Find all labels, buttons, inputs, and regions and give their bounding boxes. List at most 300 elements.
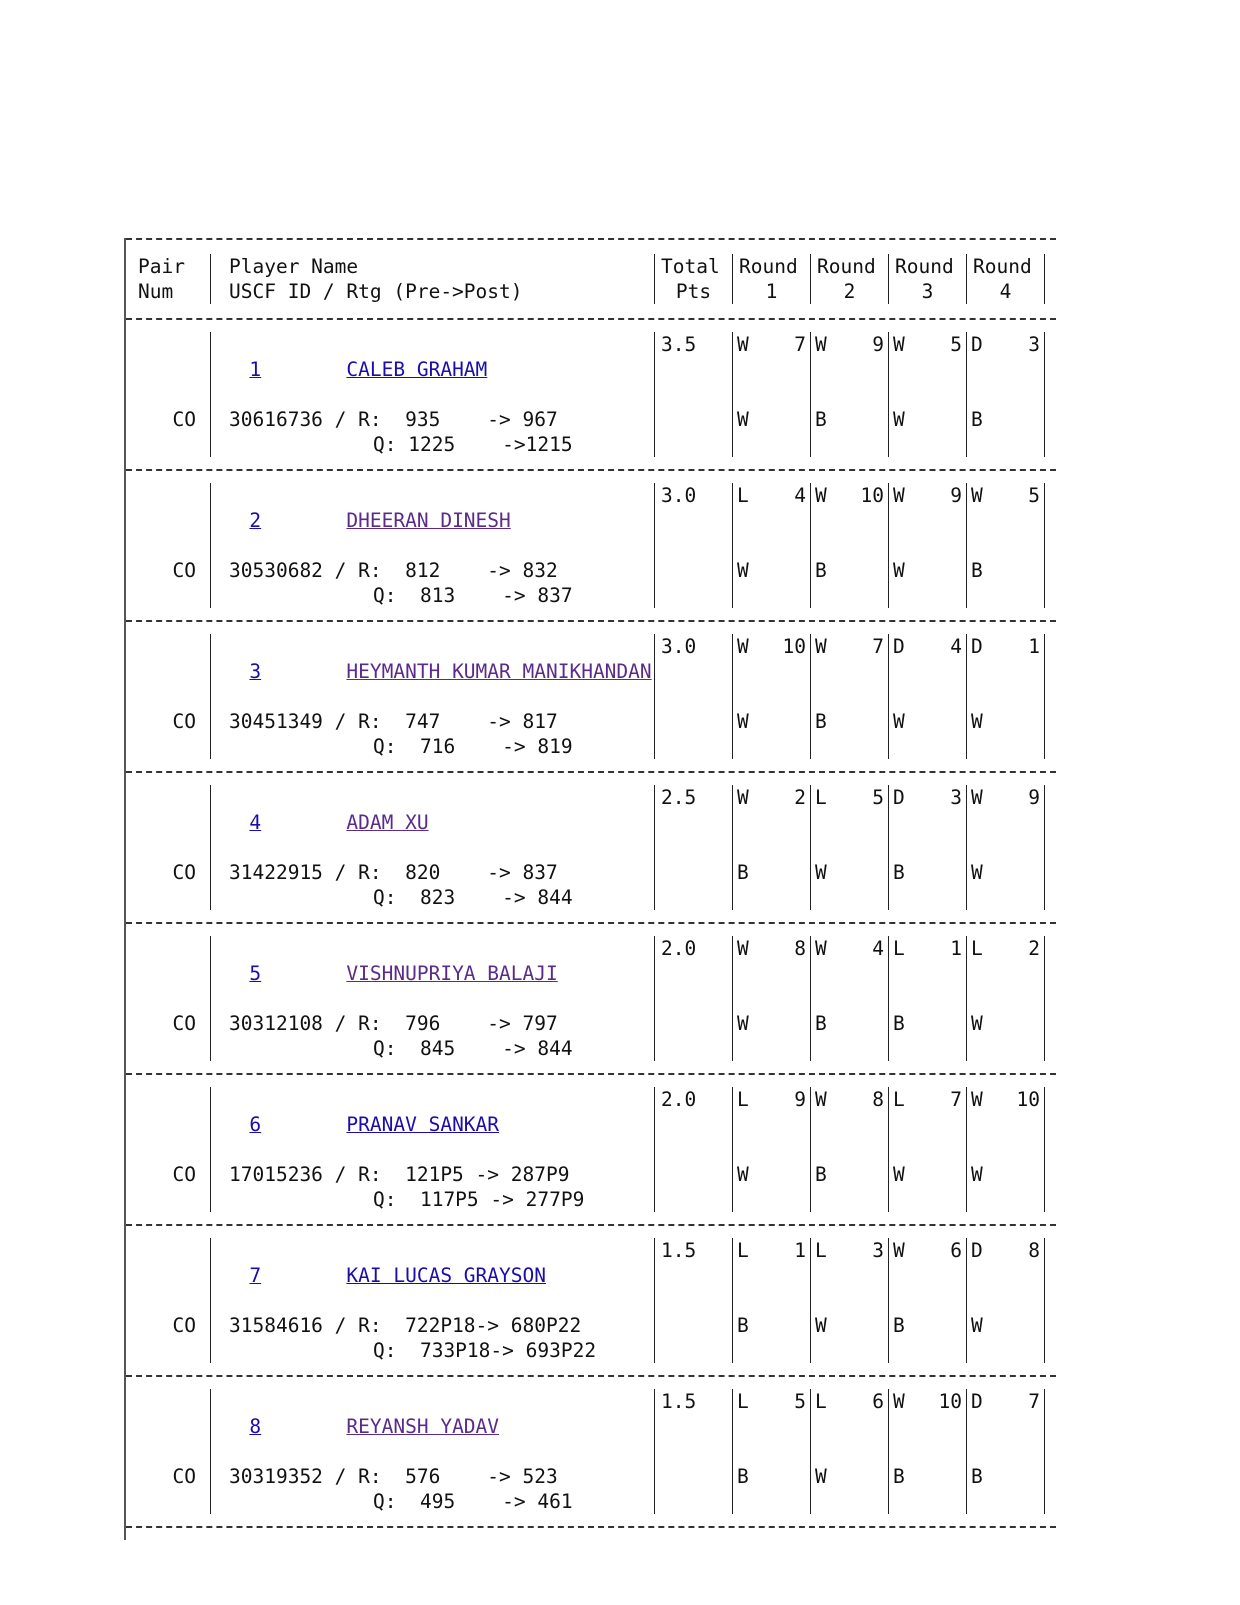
round-opponent: 1 [1028,635,1040,658]
pair-number-link[interactable]: 7 [249,1264,262,1287]
round-color: B [737,861,749,884]
player-state: CO [126,709,211,734]
round-opponent: 6 [872,1390,884,1413]
round-color: W [971,710,983,733]
round-4-result-cell [967,634,1045,709]
uscf-rating-line: 30319352 / R: 576 -> 523 [211,1464,655,1489]
round-color: W [971,861,983,884]
total-points: 2.5 [655,785,733,860]
round-4-result-cell [967,1238,1045,1313]
quick-rating-text: Q: 733P18-> 693P22 [373,1339,597,1362]
pair-number-link[interactable]: 8 [249,1415,262,1438]
player-rows [126,320,1056,1528]
empty-cell [967,1338,1045,1363]
round-3-color-cell [889,1162,967,1187]
round-3-result-cell [889,1087,967,1162]
round-3-result-cell [889,634,967,709]
player-name-cell[interactable] [211,936,655,1011]
empty-cell [733,432,811,457]
player-row [126,1377,1056,1526]
empty-cell [811,885,889,910]
empty-cell [126,1338,211,1363]
quick-rating-line [211,1187,655,1212]
pair-number-cell[interactable] [126,634,262,709]
round-1-color-cell [733,860,811,885]
empty-cell [733,1036,811,1061]
round-opponent: 2 [794,786,806,809]
round-opponent: 9 [872,333,884,356]
player-state: CO [126,558,211,583]
empty-cell [655,1464,733,1489]
quick-rating-text: Q: 716 -> 819 [373,735,573,758]
empty-cell [811,1489,889,1514]
player-state: CO [126,860,211,885]
uscf-rating-line: 30312108 / R: 796 -> 797 [211,1011,655,1036]
round-3-result-cell [889,483,967,558]
empty-cell [655,1338,733,1363]
round-1-color-cell [733,407,811,432]
empty-cell [655,860,733,885]
empty-cell [967,1187,1045,1212]
round-3-result-cell [889,1238,967,1313]
round-color: W [815,861,827,884]
round-opponent: 1 [950,937,962,960]
round-opponent: 3 [950,786,962,809]
pair-number-link[interactable]: 2 [249,509,262,532]
player-row [126,622,1056,771]
pair-number-cell[interactable] [126,332,262,407]
player-name-link[interactable]: VISHNUPRIYA BALAJI [346,962,558,985]
empty-cell [126,885,211,910]
empty-cell [655,1489,733,1514]
round-opponent: 6 [950,1239,962,1262]
round-opponent: 1 [794,1239,806,1262]
round-opponent: 2 [1028,937,1040,960]
player-name-cell[interactable] [211,332,655,407]
round-2-result-cell [811,1389,889,1464]
round-opponent: 5 [950,333,962,356]
round-2-color-cell [811,1464,889,1489]
quick-rating-text: Q: 823 -> 844 [373,886,573,909]
round-4-result-cell [967,1087,1045,1162]
empty-cell [733,1187,811,1212]
header-round-1-label: Round [733,254,811,279]
header-round-3-label: Round [889,254,967,279]
round-3-result-cell [889,936,967,1011]
round-opponent: 5 [872,786,884,809]
round-opponent: 10 [782,635,806,658]
round-color: B [971,1465,983,1488]
round-2-color-cell [811,1313,889,1338]
header-pair-label: Pair [126,254,211,279]
empty-cell [655,734,733,759]
round-4-color-cell [967,709,1045,734]
round-opponent: 7 [794,333,806,356]
quick-rating-text: Q: 1225 ->1215 [373,433,573,456]
table-header [126,240,1056,318]
round-color: B [893,1314,905,1337]
round-result: W [815,937,827,960]
pair-number-cell[interactable] [126,1238,262,1313]
total-points: 1.5 [655,1389,733,1464]
header-total-label: Total [655,254,733,279]
empty-cell [889,1489,967,1514]
player-state: CO [126,1162,211,1187]
round-2-color-cell [811,1162,889,1187]
quick-rating-line [211,885,655,910]
round-result: L [737,1390,749,1413]
round-1-result-cell [733,1238,811,1313]
empty-cell [733,885,811,910]
player-name-cell[interactable] [211,634,655,709]
round-4-color-cell [967,407,1045,432]
uscf-rating-line: 30616736 / R: 935 -> 967 [211,407,655,432]
total-points: 3.0 [655,634,733,709]
empty-cell [967,583,1045,608]
player-name-cell[interactable] [211,1389,655,1464]
round-3-color-cell [889,860,967,885]
total-points: 2.0 [655,1087,733,1162]
quick-rating-text: Q: 117P5 -> 277P9 [373,1188,585,1211]
round-result: W [893,333,905,356]
round-result: L [893,1088,905,1111]
round-color: B [815,408,827,431]
round-opponent: 8 [1028,1239,1040,1262]
crosstable [124,238,1056,1540]
header-player-label: Player Name [211,254,655,279]
empty-cell [889,734,967,759]
round-result: L [815,1390,827,1413]
empty-cell [126,583,211,608]
round-opponent: 3 [872,1239,884,1262]
player-name-link[interactable]: CALEB GRAHAM [346,358,488,381]
round-4-color-cell [967,860,1045,885]
round-result: W [737,635,749,658]
empty-cell [811,583,889,608]
round-result: W [737,937,749,960]
round-2-result-cell [811,634,889,709]
quick-rating-line [211,734,655,759]
round-color: W [893,408,905,431]
round-color: W [971,1314,983,1337]
round-color: B [893,1465,905,1488]
round-4-result-cell [967,1389,1045,1464]
round-1-result-cell [733,332,811,407]
round-color: B [893,861,905,884]
empty-cell [655,1036,733,1061]
uscf-rating-line: 31422915 / R: 820 -> 837 [211,860,655,885]
player-row [126,471,1056,620]
player-name-cell[interactable] [211,785,655,860]
player-name-link[interactable]: PRANAV SANKAR [346,1113,500,1136]
round-4-result-cell [967,332,1045,407]
total-points: 1.5 [655,1238,733,1313]
header-uscf-label: USCF ID / Rtg (Pre->Post) [211,279,655,304]
header-round-1-number: 1 [733,279,811,304]
round-result: D [893,635,905,658]
empty-cell [811,1036,889,1061]
divider [126,1526,1056,1528]
round-1-result-cell [733,483,811,558]
round-opponent: 8 [794,937,806,960]
round-color: B [737,1465,749,1488]
round-result: W [815,333,827,356]
round-result: L [737,484,749,507]
player-row [126,924,1056,1073]
total-points: 2.0 [655,936,733,1011]
empty-cell [655,885,733,910]
player-name-link[interactable]: DHEERAN DINESH [346,509,511,532]
pair-number-link[interactable]: 4 [249,811,262,834]
round-opponent: 9 [950,484,962,507]
round-1-color-cell [733,1313,811,1338]
empty-cell [126,1489,211,1514]
empty-cell [655,432,733,457]
round-result: D [971,635,983,658]
player-name-link[interactable]: KAI LUCAS GRAYSON [346,1264,546,1287]
uscf-rating-line: 31584616 / R: 722P18-> 680P22 [211,1313,655,1338]
pair-number-link[interactable]: 5 [249,962,262,985]
round-opponent: 7 [872,635,884,658]
round-result: W [971,1088,983,1111]
quick-rating-text: Q: 845 -> 844 [373,1037,573,1060]
round-1-color-cell [733,1162,811,1187]
round-1-color-cell [733,1464,811,1489]
uscf-rating-line: 17015236 / R: 121P5 -> 287P9 [211,1162,655,1187]
round-result: W [893,484,905,507]
round-3-color-cell [889,558,967,583]
player-name-cell[interactable] [211,483,655,558]
round-color: B [815,1012,827,1035]
empty-cell [967,734,1045,759]
empty-cell [889,1338,967,1363]
header-pts-label: Pts [655,279,733,304]
player-state: CO [126,1011,211,1036]
round-opponent: 7 [950,1088,962,1111]
header-num-label: Num [126,279,211,304]
quick-rating-line [211,1338,655,1363]
round-opponent: 10 [1016,1088,1040,1111]
round-2-result-cell [811,332,889,407]
round-2-result-cell [811,936,889,1011]
empty-cell [733,734,811,759]
player-state: CO [126,407,211,432]
empty-cell [967,1489,1045,1514]
player-row [126,1075,1056,1224]
round-opponent: 7 [1028,1390,1040,1413]
round-3-color-cell [889,407,967,432]
round-color: B [815,1163,827,1186]
empty-cell [126,734,211,759]
header-round-2-label: Round [811,254,889,279]
round-color: B [971,559,983,582]
pair-number-cell[interactable] [126,1389,262,1464]
empty-cell [889,1036,967,1061]
empty-cell [889,432,967,457]
round-result: L [815,1239,827,1262]
round-opponent: 10 [938,1390,962,1413]
round-1-result-cell [733,1389,811,1464]
player-row [126,1226,1056,1375]
round-opponent: 8 [872,1088,884,1111]
round-1-result-cell [733,1087,811,1162]
round-1-result-cell [733,785,811,860]
empty-cell [733,1489,811,1514]
round-result: W [815,484,827,507]
round-4-color-cell [967,558,1045,583]
round-4-color-cell [967,1011,1045,1036]
uscf-rating-line: 30530682 / R: 812 -> 832 [211,558,655,583]
round-color: W [893,1163,905,1186]
round-result: W [815,1088,827,1111]
round-color: W [893,559,905,582]
player-name-cell[interactable] [211,1238,655,1313]
round-4-color-cell [967,1162,1045,1187]
empty-cell [655,583,733,608]
empty-cell [889,583,967,608]
total-points: 3.5 [655,332,733,407]
player-row [126,773,1056,922]
round-2-color-cell [811,1011,889,1036]
round-color: W [893,710,905,733]
round-result: W [971,786,983,809]
empty-cell [655,1187,733,1212]
round-opponent: 3 [1028,333,1040,356]
pair-number-cell[interactable] [126,1087,262,1162]
round-opponent: 4 [872,937,884,960]
empty-cell [733,583,811,608]
empty-cell [967,885,1045,910]
round-opponent: 10 [860,484,884,507]
round-2-color-cell [811,558,889,583]
empty-cell [655,1313,733,1338]
round-4-color-cell [967,1464,1045,1489]
round-color: W [815,1465,827,1488]
round-result: D [893,786,905,809]
empty-cell [967,432,1045,457]
round-3-color-cell [889,709,967,734]
round-opponent: 4 [794,484,806,507]
quick-rating-text: Q: 495 -> 461 [373,1490,573,1513]
header-round-4-label: Round [967,254,1045,279]
round-2-color-cell [811,709,889,734]
round-color: W [737,408,749,431]
round-2-result-cell [811,785,889,860]
player-name-link[interactable]: ADAM XU [346,811,429,834]
empty-cell [733,1338,811,1363]
round-color: B [737,1314,749,1337]
round-1-result-cell [733,634,811,709]
player-name-link[interactable]: REYANSH YADAV [346,1415,500,1438]
round-result: L [737,1239,749,1262]
round-4-result-cell [967,785,1045,860]
round-color: W [737,1163,749,1186]
round-3-result-cell [889,1389,967,1464]
round-opponent: 5 [794,1390,806,1413]
empty-cell [655,709,733,734]
round-result: D [971,1390,983,1413]
empty-cell [126,432,211,457]
round-1-color-cell [733,558,811,583]
pair-number-link[interactable]: 3 [249,660,262,683]
round-color: B [971,408,983,431]
round-result: W [893,1390,905,1413]
round-color: W [737,710,749,733]
quick-rating-line [211,583,655,608]
player-row [126,320,1056,469]
empty-cell [811,734,889,759]
round-result: D [971,1239,983,1262]
round-3-color-cell [889,1313,967,1338]
pair-number-cell[interactable] [126,785,262,860]
round-color: B [815,559,827,582]
round-color: W [971,1163,983,1186]
round-3-result-cell [889,785,967,860]
round-1-color-cell [733,709,811,734]
empty-cell [655,558,733,583]
round-color: B [893,1012,905,1035]
round-result: L [737,1088,749,1111]
round-opponent: 5 [1028,484,1040,507]
header-round-4-number: 4 [967,279,1045,304]
player-name-link[interactable]: HEYMANTH KUMAR MANIKHANDAN [346,660,652,683]
player-name-cell[interactable] [211,1087,655,1162]
round-1-result-cell [733,936,811,1011]
pair-number-cell[interactable] [126,936,262,1011]
round-color: W [815,1314,827,1337]
header-round-3-number: 3 [889,279,967,304]
round-result: W [815,635,827,658]
uscf-rating-line: 30451349 / R: 747 -> 817 [211,709,655,734]
empty-cell [655,1162,733,1187]
pair-number-link[interactable]: 6 [249,1113,262,1136]
header-round-2-number: 2 [811,279,889,304]
round-3-result-cell [889,332,967,407]
round-2-color-cell [811,407,889,432]
empty-cell [126,1036,211,1061]
round-3-color-cell [889,1464,967,1489]
round-result: L [971,937,983,960]
quick-rating-text: Q: 813 -> 837 [373,584,573,607]
round-opponent: 4 [950,635,962,658]
round-opponent: 9 [794,1088,806,1111]
round-4-result-cell [967,936,1045,1011]
round-2-result-cell [811,1238,889,1313]
round-result: W [971,484,983,507]
round-result: W [893,1239,905,1262]
pair-number-cell[interactable] [126,483,262,558]
round-result: W [737,786,749,809]
round-2-color-cell [811,860,889,885]
empty-cell [889,885,967,910]
round-2-result-cell [811,1087,889,1162]
empty-cell [811,1187,889,1212]
round-4-result-cell [967,483,1045,558]
empty-cell [967,1036,1045,1061]
pair-number-link[interactable]: 1 [249,358,262,381]
round-result: L [815,786,827,809]
round-result: D [971,333,983,356]
empty-cell [811,432,889,457]
round-result: L [893,937,905,960]
quick-rating-line [211,1489,655,1514]
round-4-color-cell [967,1313,1045,1338]
empty-cell [655,1011,733,1036]
player-state: CO [126,1313,211,1338]
player-state: CO [126,1464,211,1489]
round-color: W [737,1012,749,1035]
empty-cell [811,1338,889,1363]
